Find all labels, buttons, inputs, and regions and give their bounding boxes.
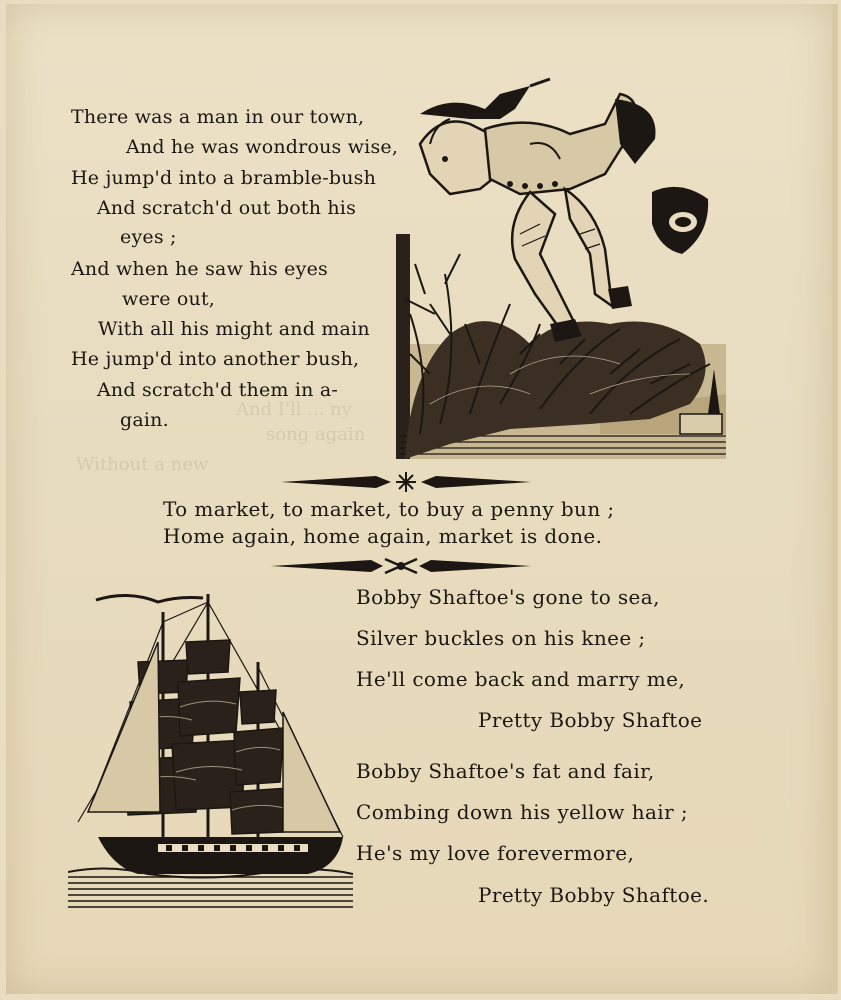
poem3-line: Pretty Bobby Shaftoe (478, 708, 703, 732)
poem1-line: gain. (120, 409, 169, 431)
man-jumping-illustration (390, 74, 735, 464)
poem1-line: were out, (122, 288, 216, 310)
poem1-line: There was a man in our town, (71, 106, 365, 128)
poem2-line: To market, to market, to buy a penny bun ; (163, 497, 615, 521)
divider-ornament (271, 554, 531, 578)
poem1-line: He jump'd into another bush, (71, 348, 360, 370)
poem3-line: Pretty Bobby Shaftoe. (478, 883, 710, 907)
poem1-line: With all his might and main (98, 318, 370, 340)
poem1-line: And scratch'd them in a- (97, 379, 338, 401)
poem3-line: He'll come back and marry me, (356, 667, 686, 691)
poem1-line: eyes ; (120, 226, 177, 248)
poem2-line: Home again, home again, market is done. (163, 524, 603, 548)
poem3-line: Bobby Shaftoe's fat and fair, (356, 759, 655, 783)
show-through-text: And I'll ... ny (236, 399, 352, 420)
poem1-line: And he was wondrous wise, (126, 136, 399, 158)
poem1-line: And when he saw his eyes (71, 258, 328, 280)
show-through-text: Without a new (76, 454, 209, 475)
ship-illustration (68, 582, 353, 917)
show-through-text: song again (266, 424, 366, 445)
poem3-line: Bobby Shaftoe's gone to sea, (356, 585, 660, 609)
poem1-line: He jump'd into a bramble-bush (71, 167, 377, 189)
book-page (6, 4, 838, 994)
divider-ornament (281, 470, 531, 494)
poem3-line: Silver buckles on his knee ; (356, 626, 646, 650)
poem1-line: And scratch'd out both his (97, 197, 357, 219)
poem3-line: He's my love forevermore, (356, 841, 635, 865)
poem3-line: Combing down his yellow hair ; (356, 800, 688, 824)
